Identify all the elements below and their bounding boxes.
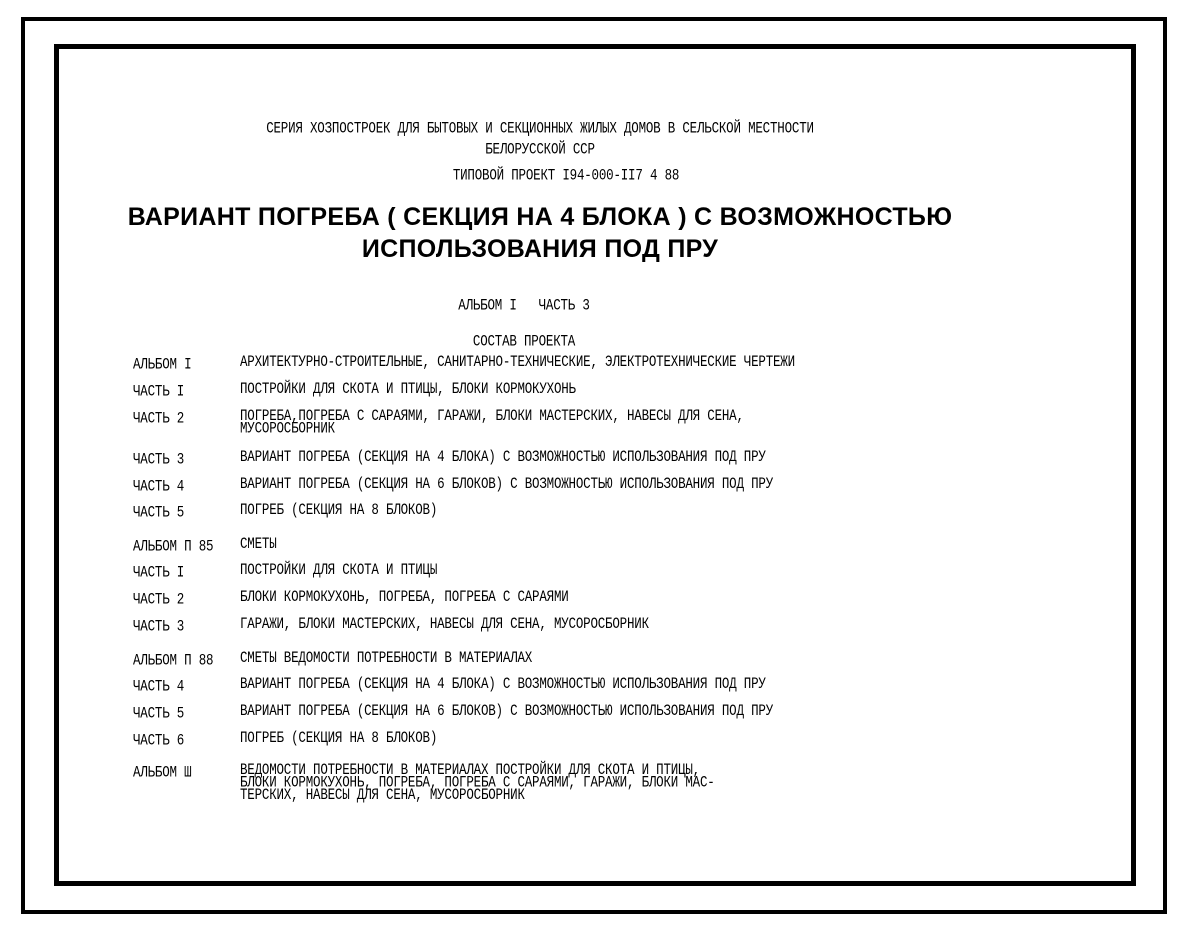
row-text-line: МУСОРОСБОРНИК	[240, 420, 335, 438]
row-label: ЧАСТЬ 3	[133, 618, 185, 636]
row-text	[240, 729, 438, 747]
series-line-2-wrap	[0, 138, 1080, 159]
row-text-line: ВАРИАНТ ПОГРЕБА (СЕКЦИЯ НА 6 БЛОКОВ) С ВОЗМОЖНОСТЬЮ ИСПОЛЬЗОВАНИЯ ПОД ПРУ	[240, 702, 773, 720]
row-text-line: ПОСТРОЙКИ ДЛЯ СКОТА И ПТИЦЫ, БЛОКИ КОРМОКУХОНЬ	[240, 380, 576, 398]
series-line-1-wrap	[0, 117, 1080, 138]
row-label: ЧАСТЬ 2	[133, 591, 185, 609]
row-label: ЧАСТЬ 5	[133, 504, 185, 522]
row-label: АЛЬБОМ I	[133, 356, 192, 374]
row-label: ЧАСТЬ 6	[133, 732, 185, 750]
row-text	[240, 475, 773, 493]
row-text	[240, 535, 277, 553]
row-label: АЛЬБОМ П 85	[133, 538, 214, 556]
row-label: ЧАСТЬ 4	[133, 478, 185, 496]
series-line-2: БЕЛОРУССКОЙ ССР	[485, 141, 595, 159]
row-text	[240, 353, 795, 371]
album-part: АЛЬБОМ I ЧАСТЬ 3	[458, 297, 590, 315]
row-text-line: БЛОКИ КОРМОКУХОНЬ, ПОГРЕБА, ПОГРЕБА С САРАЯМИ, ГАРАЖИ, БЛОКИ МАС-	[240, 774, 715, 792]
row-text-line: ТЕРСКИХ, НАВЕСЫ ДЛЯ СЕНА, МУСОРОСБОРНИК	[240, 786, 525, 804]
row-text-line: ПОГРЕБА,ПОГРЕБА С САРАЯМИ, ГАРАЖИ, БЛОКИ МАСТЕРСКИХ, НАВЕСЫ ДЛЯ СЕНА,	[240, 407, 744, 425]
series-line-1: СЕРИЯ ХОЗПОСТРОЕК ДЛЯ БЫТОВЫХ И СЕКЦИОННЫХ ЖИЛЫХ ДОМОВ В СЕЛЬСКОЙ МЕСТНОСТИ	[266, 120, 814, 138]
row-text-line: ВЕДОМОСТИ ПОТРЕБНОСТИ В МАТЕРИАЛАХ ПОСТРОЙКИ ДЛЯ СКОТА И ПТИЦЫ,	[240, 761, 700, 779]
row-text-line: СМЕТЫ ВЕДОМОСТИ ПОТРЕБНОСТИ В МАТЕРИАЛАХ	[240, 649, 533, 667]
row-label: ЧАСТЬ 2	[133, 410, 185, 428]
row-label: ЧАСТЬ 4	[133, 678, 185, 696]
album-part-wrap	[0, 294, 1064, 315]
row-text-line: ВАРИАНТ ПОГРЕБА (СЕКЦИЯ НА 6 БЛОКОВ) С ВОЗМОЖНОСТЬЮ ИСПОЛЬЗОВАНИЯ ПОД ПРУ	[240, 475, 773, 493]
row-label: ЧАСТЬ 3	[133, 451, 185, 469]
row-text-line: СМЕТЫ	[240, 535, 277, 553]
row-text-line: ПОГРЕБ (СЕКЦИЯ НА 8 БЛОКОВ)	[240, 729, 438, 747]
row-label: АЛЬБОМ Ш	[133, 764, 192, 782]
row-label: ЧАСТЬ 5	[133, 705, 185, 723]
row-text-line: ВАРИАНТ ПОГРЕБА (СЕКЦИЯ НА 4 БЛОКА) С ВОЗМОЖНОСТЬЮ ИСПОЛЬЗОВАНИЯ ПОД ПРУ	[240, 675, 766, 693]
contents-heading-wrap	[0, 330, 1064, 351]
row-text	[240, 702, 773, 720]
contents-heading: СОСТАВ ПРОЕКТА	[472, 333, 576, 351]
row-text	[240, 761, 715, 804]
row-text	[240, 448, 766, 466]
project-number: ТИПОВОЙ ПРОЕКТ I94-000-II7 4 88	[452, 167, 680, 185]
row-text-line: БЛОКИ КОРМОКУХОНЬ, ПОГРЕБА, ПОГРЕБА С САРАЯМИ	[240, 588, 569, 606]
row-text	[240, 588, 569, 606]
row-text	[240, 501, 438, 519]
row-text-line: ПОСТРОЙКИ ДЛЯ СКОТА И ПТИЦЫ	[240, 561, 438, 579]
document-title-line-1: ВАРИАНТ ПОГРЕБА ( СЕКЦИЯ НА 4 БЛОКА ) С ВОЗМОЖНОСТЬЮ	[127, 203, 953, 231]
row-label: ЧАСТЬ I	[133, 564, 185, 582]
row-text	[240, 407, 744, 438]
row-text	[240, 615, 649, 633]
row-text	[240, 561, 438, 579]
row-text-line: ГАРАЖИ, БЛОКИ МАСТЕРСКИХ, НАВЕСЫ ДЛЯ СЕНА, МУСОРОСБОРНИК	[240, 615, 649, 633]
project-number-wrap	[26, 164, 1106, 185]
row-text	[240, 380, 576, 398]
row-text-line: ВАРИАНТ ПОГРЕБА (СЕКЦИЯ НА 4 БЛОКА) С ВОЗМОЖНОСТЬЮ ИСПОЛЬЗОВАНИЯ ПОД ПРУ	[240, 448, 766, 466]
row-text	[240, 675, 766, 693]
row-text	[240, 649, 533, 667]
document-title-line-2: ИСПОЛЬЗОВАНИЯ ПОД ПРУ	[361, 235, 719, 263]
row-text-line: ПОГРЕБ (СЕКЦИЯ НА 8 БЛОКОВ)	[240, 501, 438, 519]
row-label: ЧАСТЬ I	[133, 383, 185, 401]
row-label: АЛЬБОМ П 88	[133, 652, 214, 670]
row-text-line: АРХИТЕКТУРНО-СТРОИТЕЛЬНЫЕ, САНИТАРНО-ТЕХНИЧЕСКИЕ, ЭЛЕКТРОТЕХНИЧЕСКИЕ ЧЕРТЕЖИ	[240, 353, 795, 371]
